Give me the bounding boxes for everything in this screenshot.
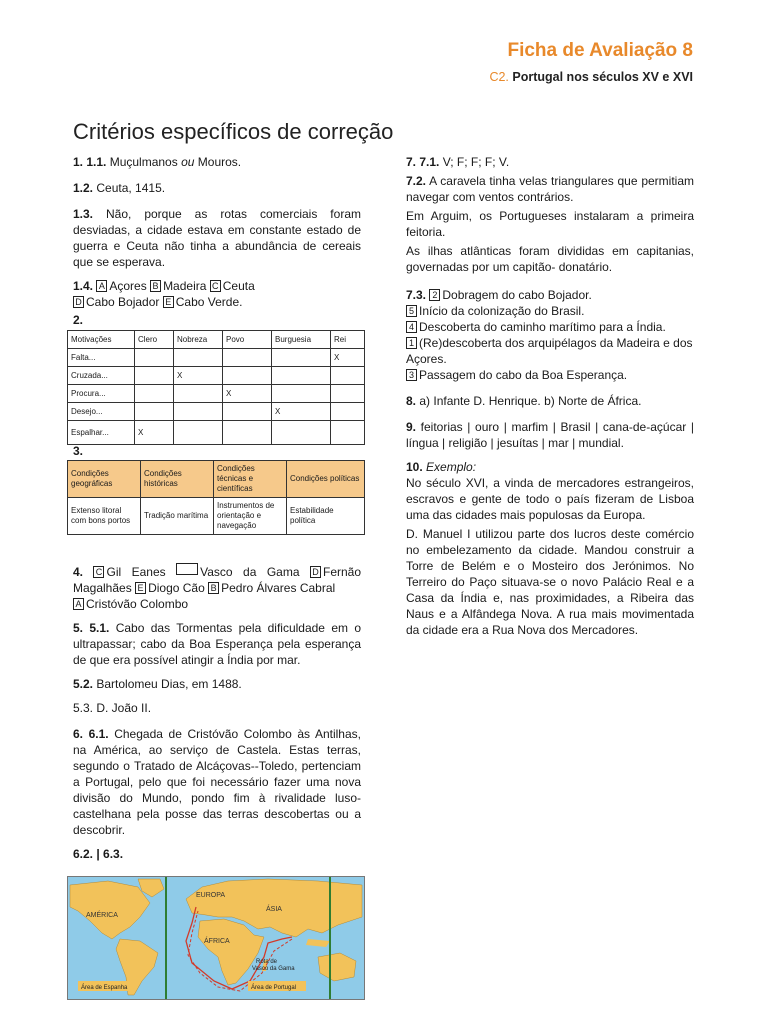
table-header: Burguesia bbox=[272, 331, 331, 349]
table-header: Condições políticas bbox=[287, 461, 365, 498]
answer-text: Não, porque as rotas comerciais foram desviadas, a cidade estava em constante estado de guerra e Ceuta não tinha a abundância de cereais que se esperava. bbox=[73, 207, 361, 269]
table-cell: X bbox=[174, 367, 223, 385]
question-number: 6.2. | 6.3. bbox=[73, 847, 124, 861]
table-cell bbox=[135, 367, 174, 385]
answer-text-italic: ou bbox=[181, 155, 195, 169]
worksheet-subtitle bbox=[489, 70, 693, 84]
answer-text: Ceuta, 1415. bbox=[96, 181, 166, 195]
world-map bbox=[67, 876, 365, 1000]
question-number: 4. bbox=[73, 565, 84, 579]
question-3-label bbox=[73, 444, 83, 458]
table-cell: Tradição marítima bbox=[141, 498, 214, 535]
answer-1-2 bbox=[73, 180, 361, 196]
table-cell bbox=[174, 421, 223, 445]
table-header-row bbox=[68, 331, 365, 349]
table-header: Nobreza bbox=[174, 331, 223, 349]
table-cell: Espalhar... bbox=[68, 421, 135, 445]
table-cell bbox=[223, 349, 272, 367]
answer-text: a) Infante D. Henrique. b) Norte de África. bbox=[419, 394, 642, 408]
list-item bbox=[406, 319, 694, 335]
letter-box: C bbox=[210, 280, 221, 292]
list-item bbox=[406, 367, 694, 383]
answer-text: Dobragem do cabo Bojador. bbox=[442, 288, 592, 302]
table-cell bbox=[135, 349, 174, 367]
list-item bbox=[406, 303, 694, 319]
list-item bbox=[406, 287, 694, 303]
right-column bbox=[406, 154, 694, 645]
chapter-title: Portugal nos séculos XV e XVI bbox=[512, 70, 693, 84]
answer-text: Diogo Cão bbox=[148, 581, 205, 595]
worksheet-title: Ficha de Avaliação 8 bbox=[507, 40, 693, 61]
label-area-espanha: Área de Espanha bbox=[81, 985, 128, 991]
letter-box bbox=[176, 563, 198, 575]
world-map-svg bbox=[68, 877, 364, 999]
table-cell bbox=[223, 403, 272, 421]
table-row bbox=[68, 403, 365, 421]
question-number: 7. 7.1. bbox=[406, 155, 440, 169]
question-number: 5. 5.1. bbox=[73, 621, 110, 635]
letter-box: A bbox=[73, 598, 84, 610]
answer-text: No século XVI, a vinda de mercadores estrangeiros, escravos e gente de todo o país fizeram de Lisboa uma das cidades mais populosas da Europa. bbox=[406, 476, 694, 522]
table-cell bbox=[174, 385, 223, 403]
table-header: Povo bbox=[223, 331, 272, 349]
answer-text: Açores bbox=[109, 279, 147, 293]
answer-text: Cabo Bojador bbox=[86, 295, 160, 309]
letter-box: A bbox=[96, 280, 107, 292]
question-number: 1. 1.1. bbox=[73, 155, 107, 169]
answer-7-2 bbox=[406, 173, 694, 205]
answer-5-1 bbox=[73, 620, 361, 668]
number-box: 1 bbox=[406, 337, 417, 349]
label-route-2: Vasco da Gama bbox=[252, 966, 295, 972]
example-label: Exemplo: bbox=[426, 460, 477, 474]
answer-text: Muçulmanos bbox=[109, 155, 178, 169]
answer-text: Cabo Verde. bbox=[175, 295, 243, 309]
answer-text: (Re)descoberta dos arquipélagos da Madeira e dos Açores. bbox=[406, 336, 693, 366]
list-item bbox=[406, 335, 694, 367]
answer-9 bbox=[406, 419, 694, 451]
answer-text: feitorias | ouro | marfim | Brasil | cana-de-açúcar | língua | religião | jesuítas | mar | mundial. bbox=[406, 420, 694, 450]
table-cell bbox=[135, 403, 174, 421]
table-row bbox=[68, 349, 365, 367]
table-cell: Falta... bbox=[68, 349, 135, 367]
number-box: 2 bbox=[429, 289, 440, 301]
question-number: 9. bbox=[406, 420, 417, 434]
answer-8 bbox=[406, 393, 694, 409]
answer-text: V; F; F; F; V. bbox=[442, 155, 510, 169]
number-box: 3 bbox=[406, 369, 417, 381]
table-cell bbox=[174, 349, 223, 367]
table-cell: Instrumentos de orientação e navegação bbox=[214, 498, 287, 535]
answer-text: Chegada de Cristóvão Colombo às Antilhas, na América, ao serviço de Castela. Estas terras, segundo o Tratado de Alcáçovas--Toledo, pertenciam a Portugal, pelo que foi necessário fazer uma nova divisão do Mundo, pondo fim à rivalidade luso-castelhana pela posse das terras descobertas ou a descobrir. bbox=[73, 727, 361, 837]
table-cell bbox=[272, 349, 331, 367]
answer-text: Mouros. bbox=[197, 155, 242, 169]
left-column-lower bbox=[73, 563, 361, 869]
answer-text: Gil Eanes bbox=[106, 565, 166, 579]
table-cell: Extenso litoral com bons portos bbox=[68, 498, 141, 535]
letter-box: D bbox=[73, 296, 84, 308]
letter-box: B bbox=[150, 280, 161, 292]
table-cell bbox=[331, 421, 365, 445]
answer-7-2-b: Em Arguim, os Portugueses instalaram a primeira feitoria. bbox=[406, 209, 694, 239]
answer-text: Cabo das Tormentas pela dificuldade em o ultrapassar; cabo da Boa Esperança pela esperança de que era possível atingir a Índia por mar. bbox=[73, 621, 362, 667]
table-cell: Desejo... bbox=[68, 403, 135, 421]
question-number: 1.3. bbox=[73, 207, 94, 221]
table-cell bbox=[272, 385, 331, 403]
table-header: Condições históricas bbox=[141, 461, 214, 498]
label-asia: ÁSIA bbox=[266, 906, 282, 913]
letter-box: C bbox=[93, 566, 104, 578]
answer-text: Madeira bbox=[163, 279, 207, 293]
table-cell: X bbox=[272, 403, 331, 421]
letter-box: B bbox=[208, 582, 219, 594]
page-title: Critérios específicos de correção bbox=[73, 119, 394, 144]
left-column bbox=[73, 154, 361, 317]
answer-5-3: 5.3. D. João II. bbox=[73, 701, 152, 715]
label-route-1: Rota de bbox=[256, 959, 278, 965]
question-2-label bbox=[73, 313, 83, 327]
question-number: 1.4. bbox=[73, 279, 94, 293]
answer-text: Cristóvão Colombo bbox=[86, 597, 189, 611]
question-number: 6. 6.1. bbox=[73, 727, 109, 741]
table-cell bbox=[331, 403, 365, 421]
answer-1-4 bbox=[73, 278, 361, 310]
answer-5-2 bbox=[73, 676, 361, 692]
question-number: 10. bbox=[406, 460, 423, 474]
question-number: 7.3. bbox=[406, 288, 427, 302]
table-cell bbox=[272, 421, 331, 445]
table-cell bbox=[135, 385, 174, 403]
letter-box: E bbox=[135, 582, 146, 594]
table-cell: X bbox=[331, 349, 365, 367]
label-area-portugal: Área de Portugal bbox=[251, 985, 297, 991]
answer-10-b: D. Manuel I utilizou parte dos lucros deste comércio no embelezamento da cidade. Mandou construir a Torre de Belém e o Mosteiro dos Jerónimos. No Terreiro do Paço situava-se o novo Palácio Real e a Casa da Índia e, nas proximidades, a Ribeira das Naus e a Alfândega Nova. A rua mais movimentada da cidade era a Rua Nova dos Mercadores. bbox=[406, 527, 694, 637]
table-cell bbox=[331, 367, 365, 385]
answer-6-1 bbox=[73, 726, 361, 838]
table-row bbox=[68, 367, 365, 385]
table-cell bbox=[223, 367, 272, 385]
question-number: 5.2. bbox=[73, 677, 94, 691]
table-cell bbox=[331, 385, 365, 403]
answer-10 bbox=[406, 459, 694, 523]
answer-text: Descoberta do caminho marítimo para a Índia. bbox=[419, 320, 666, 334]
table-row bbox=[68, 421, 365, 445]
letter-box: E bbox=[163, 296, 174, 308]
table-header: Motivações bbox=[68, 331, 135, 349]
question-number: 2. bbox=[73, 313, 84, 327]
answer-6-2 bbox=[73, 846, 361, 862]
label-europa: EUROPA bbox=[196, 892, 226, 899]
table-cell bbox=[272, 367, 331, 385]
question-number: 1.2. bbox=[73, 181, 94, 195]
table-row bbox=[68, 385, 365, 403]
table-cell: X bbox=[135, 421, 174, 445]
question-number: 3. bbox=[73, 444, 84, 458]
table-row bbox=[68, 498, 365, 535]
answer-1-1 bbox=[73, 154, 361, 170]
table-header: Condições geográficas bbox=[68, 461, 141, 498]
table-cell: Procura... bbox=[68, 385, 135, 403]
table-cell bbox=[174, 403, 223, 421]
answer-1-3 bbox=[73, 206, 361, 270]
table-cell: X bbox=[223, 385, 272, 403]
answer-text: Bartolomeu Dias, em 1488. bbox=[96, 677, 242, 691]
answer-7-2-c: As ilhas atlânticas foram divididas em capitanias, governadas por um capitão- donatário. bbox=[406, 244, 694, 274]
letter-box: D bbox=[310, 566, 321, 578]
answer-text: Início da colonização do Brasil. bbox=[419, 304, 585, 318]
table-cell: Estabilidade política bbox=[287, 498, 365, 535]
conditions-table bbox=[67, 460, 365, 535]
answer-text: Vasco da Gama bbox=[200, 565, 300, 579]
question-number: 8. bbox=[406, 394, 417, 408]
motivations-table bbox=[67, 330, 365, 445]
table-header: Condições técnicas e científicas bbox=[214, 461, 287, 498]
answer-4 bbox=[73, 563, 361, 612]
number-box: 5 bbox=[406, 305, 417, 317]
answer-text: Fernão Magalhães bbox=[73, 565, 362, 595]
answer-7-3 bbox=[406, 287, 694, 383]
label-africa: ÁFRICA bbox=[204, 938, 230, 945]
answer-text: Ceuta bbox=[222, 279, 255, 293]
chapter-number: C2. bbox=[489, 70, 509, 84]
question-number: 7.2. bbox=[406, 174, 427, 188]
table-header: Rei bbox=[331, 331, 365, 349]
answer-text: A caravela tinha velas triangulares que permitiam navegar com ventos contrários. bbox=[406, 174, 694, 204]
answer-7-1 bbox=[406, 154, 694, 170]
table-header: Clero bbox=[135, 331, 174, 349]
table-cell: Cruzada... bbox=[68, 367, 135, 385]
answer-text: Pedro Álvares Cabral bbox=[221, 581, 336, 595]
table-header-row bbox=[68, 461, 365, 498]
number-box: 4 bbox=[406, 321, 417, 333]
label-america: AMÉRICA bbox=[86, 912, 118, 919]
table-cell bbox=[223, 421, 272, 445]
answer-text: Passagem do cabo da Boa Esperança. bbox=[419, 368, 628, 382]
